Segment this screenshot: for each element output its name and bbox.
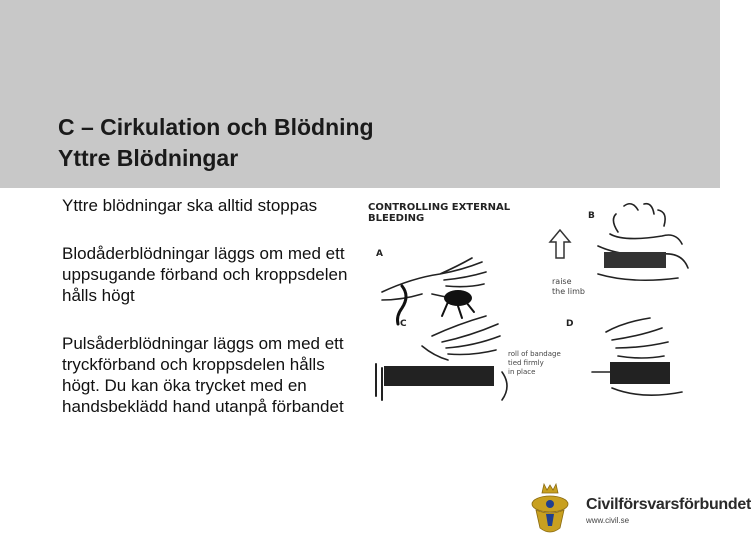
paragraph-3: Pulsåderblödningar läggs om med ett tryckförband och kroppsdelen hålls högt. Du kan öka trycket med en handsbeklädd hand utanpå förbandet: [62, 334, 344, 416]
title-line-1: C – Cirkulation och Blödning: [58, 114, 374, 140]
raise-arrow-icon: [550, 230, 570, 258]
panel-label-b: B: [588, 211, 595, 221]
panel-a-hand: [382, 258, 486, 324]
paragraph-1: Yttre blödningar ska alltid stoppas: [62, 196, 318, 215]
crown-emblem-icon: [528, 482, 580, 538]
panel-b-hand: [552, 204, 688, 296]
caption-roll-1: roll of bandage: [508, 350, 561, 358]
slide-title: [58, 112, 374, 174]
caption-raise-1: raise: [552, 277, 572, 286]
panel-label-d: D: [566, 319, 574, 329]
panel-label-a: A: [376, 249, 383, 259]
illustration-heading-1: CONTROLLING EXTERNAL: [368, 202, 511, 213]
caption-roll-3: in place: [508, 368, 536, 376]
caption-raise-2: the limb: [552, 287, 585, 296]
panel-d-hand: [592, 318, 682, 395]
hand-bandage-illustration: [362, 196, 700, 406]
logo-name: Civilförsvarsförbundet: [586, 496, 751, 513]
organization-logo: [526, 482, 751, 538]
illustration-heading-2: BLEEDING: [368, 213, 425, 224]
paragraph-2: Blodåderblödningar läggs om med ett uppsugande förband och kroppsdelen hålls högt: [62, 244, 348, 305]
body-text: [62, 195, 352, 444]
logo-url: www.civil.se: [586, 516, 630, 525]
panel-label-c: C: [400, 319, 407, 329]
caption-roll-2: tied firmly: [508, 359, 544, 367]
title-line-2: Yttre Blödningar: [58, 145, 239, 171]
